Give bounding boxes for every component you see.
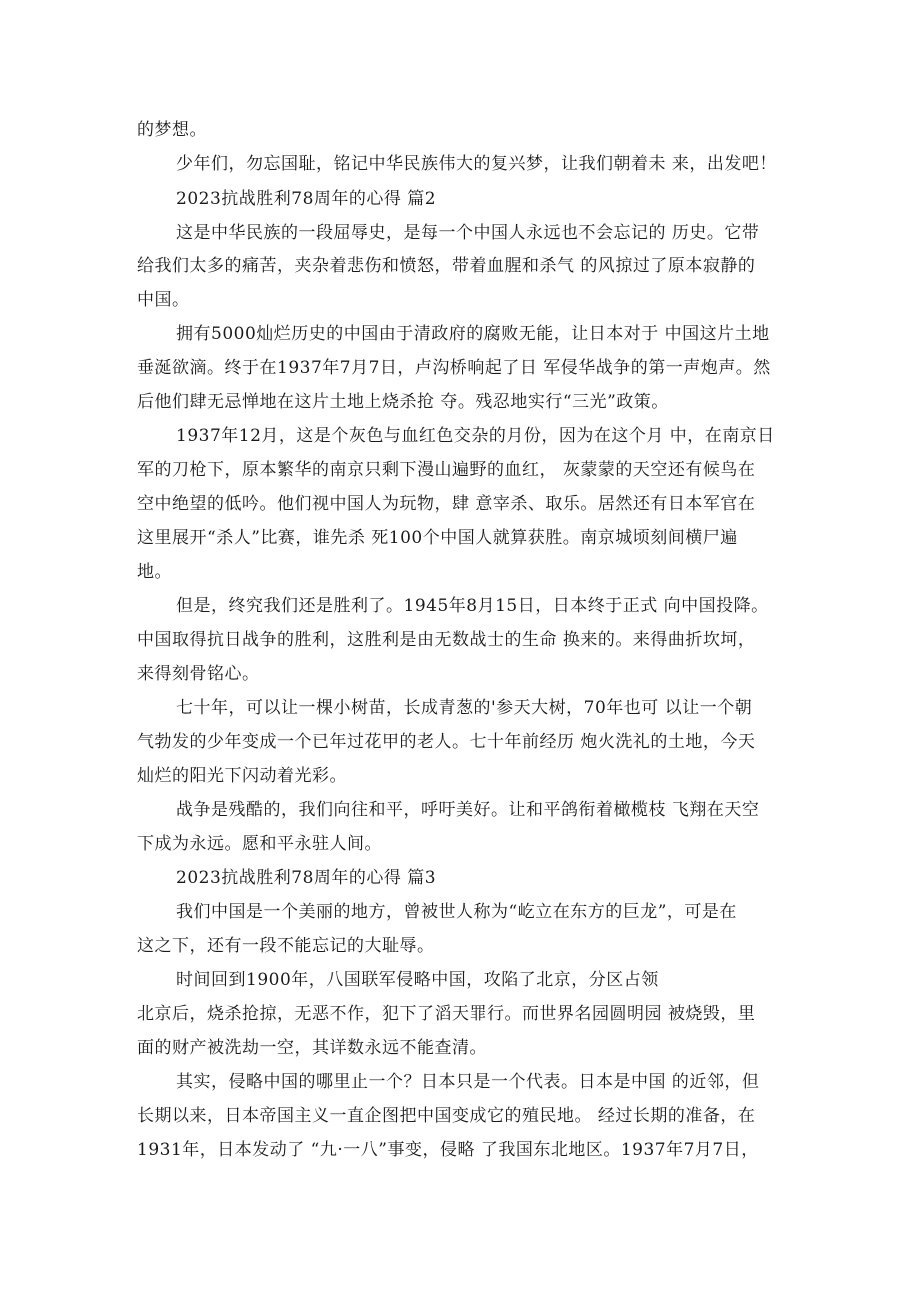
section-heading: 2023抗战胜利78周年的心得 篇3 bbox=[176, 868, 437, 888]
text-line: 的梦想。 bbox=[137, 120, 207, 140]
text-line: 这之下，还有一段不能忘记的大耻辱。 bbox=[137, 936, 435, 956]
text-line: 给我们太多的痛苦，夹杂着悲伤和愤怒，带着血腥和杀气 的风掠过了原本寂静的 bbox=[137, 256, 756, 276]
text-line: 地。 bbox=[137, 562, 172, 582]
text-line: 下成为永远。愿和平永驻人间。 bbox=[137, 834, 382, 854]
text-line: 中国取得抗日战争的胜利，这胜利是由无数战士的生命 换来的。来得曲折坎坷， bbox=[137, 630, 756, 650]
text-line: 战争是残酷的，我们向往和平，呼吁美好。让和平鸽衔着橄榄枝 飞翔在天空 bbox=[176, 800, 760, 820]
text-line: 垂涎欲滴。终于在1937年7月7日，卢沟桥响起了日 军侵华战争的第一声炮声。然 bbox=[137, 358, 771, 378]
text-line: 其实，侵略中国的哪里止一个？日本只是一个代表。日本是中国 的近邻，但 bbox=[176, 1072, 760, 1092]
section-heading: 2023抗战胜利78周年的心得 篇2 bbox=[176, 189, 437, 209]
text-line: 长期以来，日本帝国主义一直企图把中国变成它的殖民地。 经过长期的准备，在 bbox=[137, 1106, 756, 1126]
text-line: 这是中华民族的一段屈辱史，是每一个中国人永远也不会忘记的 历史。它带 bbox=[176, 223, 760, 243]
text-line: 后他们肆无忌惮地在这片土地上烧杀抢 夺。残忍地实行“三光”政策。 bbox=[137, 392, 669, 412]
text-line: 拥有5000灿烂历史的中国由于清政府的腐败无能，让日本对于 中国这片土地 bbox=[176, 324, 770, 344]
text-line: 但是，终究我们还是胜利了。1945年8月15日，日本终于正式 向中国投降。 bbox=[176, 596, 769, 616]
text-line: 北京后，烧杀抢掠，无恶不作，犯下了滔天罪行。而世界名园圆明园 被烧毁，里 bbox=[137, 1004, 756, 1024]
text-line: 面的财产被洗劫一空，其详数永远不能查清。 bbox=[137, 1038, 487, 1058]
text-line: 军的刀枪下，原本繁华的南京只剩下漫山遍野的血红， 灰蒙蒙的天空还有候鸟在 bbox=[137, 460, 756, 480]
text-line: 气勃发的少年变成一个已年过花甲的老人。七十年前经历 炮火洗礼的土地，今天 bbox=[137, 732, 756, 752]
text-line: 来得刻骨铭心。 bbox=[137, 664, 260, 684]
text-line: 我们中国是一个美丽的地方，曾被世人称为“屹立在东方的巨龙”，可是在 bbox=[176, 902, 737, 922]
text-line: 中国。 bbox=[137, 290, 190, 310]
text-line: 七十年，可以让一棵小树苗，长成青葱的'参天大树，70年也可 以让一个朝 bbox=[176, 698, 753, 718]
text-line: 1937年12月，这是个灰色与血红色交杂的月份，因为在这个月 中，在南京日 bbox=[176, 426, 775, 446]
text-line: 这里展开“杀人”比赛，谁先杀 死100个中国人就算获胜。南京城顷刻间横尸遍 bbox=[137, 528, 738, 548]
text-line: 1931年，日本发动了 “九·一八”事变，侵略 了我国东北地区。1937年7月7日， bbox=[137, 1140, 759, 1160]
text-line: 空中绝望的低吟。他们视中国人为玩物，肆 意宰杀、取乐。居然还有日本军官在 bbox=[137, 494, 756, 514]
text-line: 时间回到1900年，八国联军侵略中国，攻陷了北京，分区占领 bbox=[176, 970, 659, 990]
text-line: 灿烂的阳光下闪动着光彩。 bbox=[137, 766, 347, 786]
text-line: 少年们，勿忘国耻，铭记中华民族伟大的复兴梦，让我们朝着未 来，出发吧！ bbox=[176, 154, 777, 174]
